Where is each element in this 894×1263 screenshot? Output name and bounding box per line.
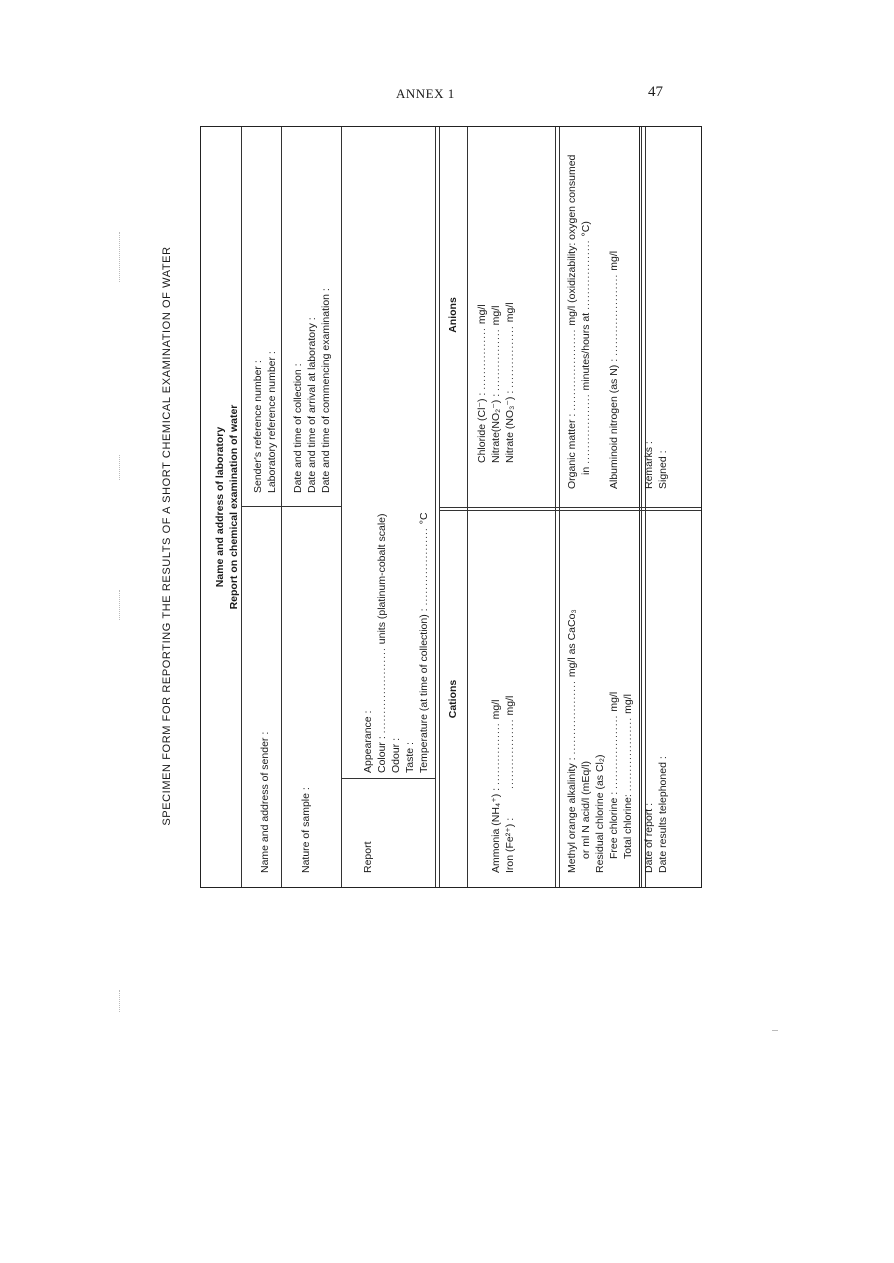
- sample-row: [281, 127, 341, 887]
- organic-matter: Organic matter :: [566, 413, 578, 489]
- taste: Taste :: [404, 742, 416, 773]
- organic-in: in: [580, 466, 592, 475]
- lab-name: Name and address of laboratory: [214, 426, 226, 588]
- methyl-dots: ...................: [566, 680, 578, 755]
- date-report: Date of report :: [643, 802, 655, 873]
- chloride: Chloride (Cl⁻) :: [476, 392, 488, 463]
- sender-reference: Sender's reference number :: [252, 360, 264, 493]
- temperature-line: [417, 141, 431, 773]
- odour: Odour :: [390, 737, 402, 773]
- date-telephoned: Date results telephoned :: [657, 756, 669, 873]
- chloride-line: [475, 141, 489, 463]
- total-chlorine: Total chlorine:: [622, 794, 634, 859]
- lab-header-row: [201, 127, 241, 887]
- anions-heading: Anions: [447, 297, 459, 333]
- nitrite-unit: mg/l: [490, 305, 502, 326]
- free-chlorine-line: [607, 525, 621, 873]
- chloride-unit: mg/l: [476, 304, 488, 325]
- form-title: SPECIMEN FORM FOR REPORTING THE RESULTS OF A SHORT CHEMICAL EXAMINATION OF WATER: [161, 246, 173, 826]
- date-arrival: Date and time of arrival at laboratory :: [306, 317, 318, 493]
- colour-units: units (platinum-cobalt scale): [376, 513, 388, 645]
- temperature: Temperature (at time of collection) :: [418, 608, 430, 773]
- lab-reference: Laboratory reference number :: [266, 351, 278, 493]
- report-row: [341, 127, 435, 887]
- methyl-alt: or ml N acid/l (mEq/l): [580, 760, 592, 859]
- footer-left: [624, 507, 701, 887]
- nitrate-unit: mg/l: [504, 302, 516, 323]
- albuminoid: Albuminoid nitrogen (as N) :: [608, 358, 620, 489]
- nitrite: Nitrate(NO₂⁻) :: [490, 393, 502, 463]
- annex-header: ANNEX 1: [396, 86, 455, 101]
- colour: Colour :: [376, 736, 388, 773]
- organic-in-dots: ..................: [580, 393, 592, 464]
- nitrite-dots: ................: [490, 328, 502, 391]
- column-divider: [341, 778, 435, 779]
- nitrite-line: [489, 141, 503, 463]
- free-dots: ...................: [608, 714, 620, 789]
- chloride-dots: ................: [476, 327, 488, 390]
- margin-mark: [119, 455, 120, 480]
- ammonia-unit: mg/l: [490, 699, 502, 720]
- footer-wrapper: [624, 126, 702, 888]
- free-chlorine-unit: mg/l: [608, 691, 620, 712]
- sender-row: [241, 127, 281, 887]
- appearance: Appearance :: [362, 710, 374, 773]
- report-label: Report: [362, 841, 374, 873]
- organic-end: °C): [580, 221, 592, 237]
- methyl-unit: mg/l as CaCo₃: [566, 609, 578, 678]
- residual-chlorine: Residual chlorine (as Cl₂): [594, 754, 606, 873]
- iron-dots: ..................: [504, 718, 516, 789]
- nitrate-line: [503, 141, 517, 463]
- colour-dots: ......................: [376, 647, 388, 734]
- organic-line: [565, 141, 579, 489]
- date-exam: Date and time of commencing examination :: [320, 288, 332, 493]
- double-column-divider: [624, 507, 701, 511]
- nitrate-dots: ................: [504, 325, 516, 388]
- iron: Iron (Fe²⁺) :: [504, 817, 516, 873]
- footer-row: [624, 126, 702, 888]
- edge-mark: [772, 1030, 778, 1031]
- free-chlorine: Free chlorine :: [608, 791, 620, 859]
- divider: [435, 127, 436, 887]
- ammonia: Ammonia (NH₄⁺) :: [490, 787, 502, 873]
- double-column-divider: [439, 507, 641, 511]
- methyl-line: [565, 525, 579, 873]
- organic-at-dots: ..................: [580, 239, 592, 310]
- organic-in-line: [579, 141, 593, 489]
- albuminoid-line: [607, 141, 621, 489]
- margin-mark: [119, 232, 120, 282]
- temperature-dots: ....................: [418, 527, 430, 606]
- column-divider: [241, 506, 341, 507]
- date-collection: Date and time of collection :: [292, 363, 304, 493]
- remarks: Remarks :: [643, 441, 655, 489]
- nitrate: Nitrate (NO₃⁻) :: [504, 390, 516, 463]
- total-dots: ...................: [622, 716, 634, 792]
- footer-right: [624, 127, 701, 503]
- albuminoid-unit: mg/l: [608, 250, 620, 271]
- specimen-form: [200, 126, 640, 888]
- sender-label: Name and address of sender :: [259, 731, 271, 873]
- form-wrapper: [200, 126, 640, 888]
- margin-mark: [119, 990, 120, 1012]
- ammonia-dots: ................: [490, 722, 502, 785]
- report-title: Report on chemical examination of water: [228, 404, 240, 610]
- colour-line: [375, 141, 389, 773]
- iron-unit: mg/l: [504, 695, 516, 716]
- organic-minutes: minutes/hours at: [580, 312, 592, 391]
- nature-label: Nature of sample :: [300, 787, 312, 873]
- organic-dots: .....................: [566, 328, 578, 411]
- signed: Signed :: [657, 450, 669, 489]
- margin-mark: [119, 590, 120, 620]
- organic-unit: mg/l (oxidizability: oxygen consumed: [566, 154, 578, 326]
- page-number: 47: [648, 84, 663, 100]
- iron-line: [503, 525, 517, 873]
- cations-heading: Cations: [447, 679, 459, 719]
- methyl-orange: Methyl orange alkalinity :: [566, 757, 578, 873]
- ammonia-line: [489, 525, 503, 873]
- albuminoid-dots: .....................: [608, 273, 620, 356]
- total-chlorine-unit: mg/l: [622, 694, 634, 714]
- temperature-unit: °C: [418, 512, 430, 525]
